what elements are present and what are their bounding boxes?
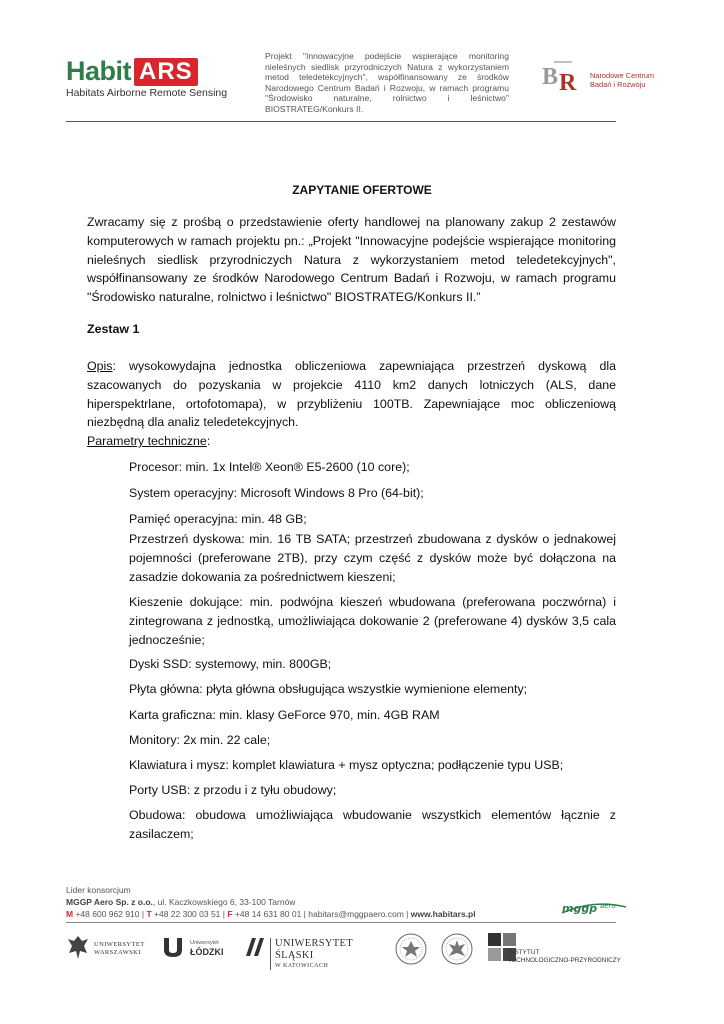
spec-item: Pamięć operacyjna: min. 48 GB; — [129, 512, 307, 526]
footer-address: , ul. Kaczkowskiego 6, 33-100 Tarnów — [152, 896, 296, 907]
spec-item: Dyski SSD: systemowy, min. 800GB; — [129, 657, 332, 671]
footer-phones-line — [66, 909, 476, 921]
ncbr-mark-icon — [540, 58, 584, 96]
habitars-logo — [66, 56, 234, 100]
description-paragraph — [87, 357, 616, 432]
header-project-description: Projekt "Innowacyjne podejście wspierające monitoring nieleśnych siedlisk przyrodniczych Natura z wykorzystaniem metod teledetekcyjnych", współfinansowany ze środków Narodowego Centrum Badań i Rozwoju, w ramach programu "Środowisko naturalne, rolnictwo i leśnictwo" BIOSTRATEG/Konkurs II. — [265, 51, 509, 114]
spec-item: Kieszenie dokujące: min. podwójna kieszeń wbudowana (preferowana poczwórna) i zintegrowana z jednostką, umożliwiająca dokowanie 2 (preferowane 4) dysków 3,5 cala jednocześnie; — [129, 595, 616, 647]
parameters-colon: : — [206, 434, 211, 448]
footer-website-link[interactable]: www.habitars.pl — [410, 908, 476, 919]
ncbr-line2: Badań i Rozwoju — [590, 80, 646, 89]
ncbr-logo — [540, 58, 660, 98]
itp-logo — [486, 929, 628, 969]
us-line1: UNIWERSYTET ŚLĄSKI — [275, 938, 353, 961]
description-text: : wysokowydajna jednostka obliczeniowa zapewniająca przestrzeń dyskową dla szacowanych do pozyskania w projekcie 4110 km2 danych lotniczych (ALS, dane hiperspektrlane, ortofotomapa), w przybliżeniu 100TB. Zapewniające moc obliczeniową niezbędną dla analiz teledetekcyjnych. — [87, 359, 616, 430]
header-divider — [66, 121, 616, 122]
us-logo — [244, 929, 384, 969]
logo-ars-text: ARS — [134, 58, 198, 86]
footer-contact — [66, 885, 476, 920]
document-title: ZAPYTANIE OFERTOWE — [292, 183, 432, 197]
spec-item: Monitory: 2x min. 22 cale; — [129, 733, 271, 747]
mggp-logo-sub: aero — [600, 902, 616, 910]
logo-habit-text: Habit — [66, 56, 131, 86]
us-emblem-icon — [244, 936, 266, 958]
footer-company: MGGP Aero Sp. z o.o. — [66, 896, 153, 907]
footer-f-label: F — [227, 908, 233, 919]
footer-divider — [66, 922, 616, 923]
set-heading: Zestaw 1 — [87, 322, 140, 336]
parameters-label: Parametry techniczne — [87, 434, 207, 448]
logo-subtitle: Habitats Airborne Remote Sensing — [66, 87, 228, 99]
footer-t-value: +48 22 300 03 51 | — [151, 908, 228, 919]
intro-paragraph: Zwracamy się z prośbą o przedstawienie oferty handlowej na planowany zakup 2 zestawów komputerowych w ramach projektu pn.: „Projekt "Innowacyjne podejście wspierające monitoring nieleśnych siedlisk przyrodniczych Natura z wykorzystaniem metod teledetekcyjnych", współfinansowany ze środków Narodowego Centrum Badań i Rozwoju, w ramach programu "Środowisko naturalne, rolnictwo i leśnictwo" BIOSTRATEG/Konkurs II.” — [87, 215, 616, 305]
footer-f-value: +48 14 631 80 01 | habitars@mggpaero.com | — [232, 908, 411, 919]
ul-emblem-icon — [160, 934, 186, 960]
spec-item: Procesor: min. 1x Intel® Xeon® E5-2600 (10 core); — [129, 460, 410, 474]
mggp-logo-text: mggp — [562, 902, 598, 915]
ul-logo — [160, 929, 234, 969]
seal-icon — [440, 929, 474, 969]
ncbr-line1: Narodowe Centrum — [590, 71, 655, 80]
spec-item: Karta graficzna: min. klasy GeForce 970, min. 4GB RAM — [129, 708, 440, 722]
footer-m-value: +48 600 962 910 | — [73, 908, 147, 919]
spec-item: Porty USB: z przodu i z tyłu obudowy; — [129, 783, 337, 797]
svg-text:B: B — [542, 64, 559, 90]
footer-leader: Lider konsorcjum — [66, 885, 131, 895]
uw-logo — [66, 929, 146, 969]
spec-item: Przestrzeń dyskowa: min. 16 TB SATA; przestrzeń zbudowana z dysków o jednakowej pojemności (preferowane 2TB), przy czym część z dysków może być dołączona na zasadzie dokowania za pośrednictwem kieszeni; — [129, 532, 616, 584]
svg-text:R: R — [559, 70, 577, 96]
spec-item: Płyta główna: płyta główna obsługująca wszystkie wymienione elementy; — [129, 682, 528, 696]
us-line2: W KATOWICACH — [275, 963, 329, 969]
itp-line2: TECHNOLOGICZNO-PRZYRODNICZY — [508, 956, 621, 964]
footer-t-label: T — [146, 908, 152, 919]
footer-m-label: M — [66, 908, 74, 919]
itp-line1: INSTYTUT — [508, 949, 540, 956]
parameters-heading — [87, 432, 210, 451]
mggp-aero-logo — [560, 897, 628, 917]
ul-line2: ŁÓDZKI — [190, 947, 224, 957]
spec-item: System operacyjny: Microsoft Windows 8 Pro (64-bit); — [129, 486, 424, 500]
ul-line1: Uniwersytet — [190, 940, 219, 946]
eagle-icon — [66, 933, 90, 961]
footer-address-line — [66, 897, 476, 909]
partner-logos — [66, 929, 626, 969]
uw-line1: UNIWERSYTET — [94, 941, 145, 948]
seal-icon — [394, 929, 428, 969]
spec-item: Klawiatura i mysz: komplet klawiatura + mysz optyczna; podłączenie typu USB; — [129, 758, 564, 772]
description-label: Opis — [87, 359, 113, 373]
ncbr-text — [590, 71, 654, 89]
spec-item: Obudowa: obudowa umożliwiająca wbudowanie wszystkich elementów łącznie z zasilaczem; — [129, 808, 616, 841]
uw-line2: WARSZAWSKI — [94, 949, 141, 956]
